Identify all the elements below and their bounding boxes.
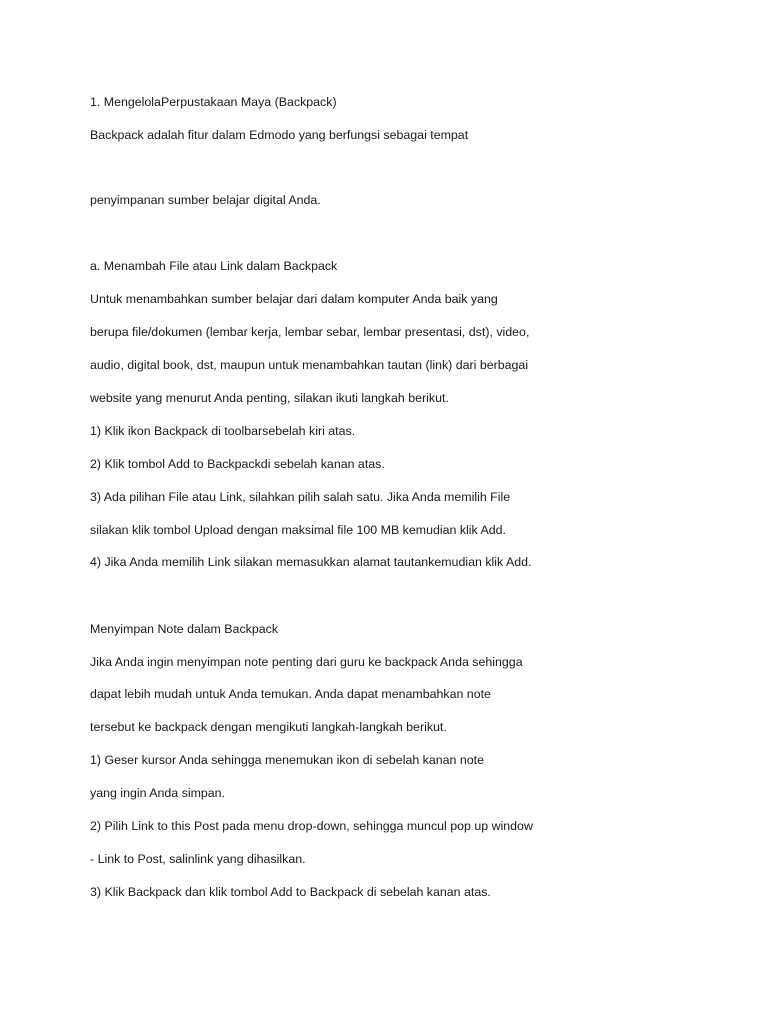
subsection-heading: Menyimpan Note dalam Backpack	[90, 622, 279, 636]
step-item: 3) Klik Backpack dan klik tombol Add to Backpack di sebelah kanan atas.	[90, 885, 491, 899]
step-item: 2) Pilih Link to this Post pada menu drop-down, sehingga muncul pop up window	[90, 819, 533, 833]
paragraph-line: audio, digital book, dst, maupun untuk menambahkan tautan (link) dari berbagai	[90, 358, 529, 372]
step-item: 2) Klik tombol Add to Backpackdi sebelah kanan atas.	[90, 457, 385, 471]
step-item: silakan klik tombol Upload dengan maksimal file 100 MB kemudian klik Add.	[90, 523, 506, 537]
paragraph-line: tersebut ke backpack dengan mengikuti langkah-langkah berikut.	[90, 720, 447, 734]
paragraph-line: Jika Anda ingin menyimpan note penting dari guru ke backpack Anda sehingga	[90, 655, 523, 669]
subsection-heading: a. Menambah File atau Link dalam Backpack	[90, 259, 338, 273]
paragraph-line: penyimpanan sumber belajar digital Anda.	[90, 193, 321, 207]
paragraph-line: dapat lebih mudah untuk Anda temukan. Anda dapat menambahkan note	[90, 687, 491, 701]
section-heading: 1. MengelolaPerpustakaan Maya (Backpack)	[90, 95, 337, 109]
step-item: 4) Jika Anda memilih Link silakan memasukkan alamat tautankemudian klik Add.	[90, 555, 532, 569]
step-item: - Link to Post, salinlink yang dihasilkan.	[90, 852, 306, 866]
step-item: 3) Ada pilihan File atau Link, silahkan pilih salah satu. Jika Anda memilih File	[90, 490, 511, 504]
step-item: yang ingin Anda simpan.	[90, 786, 226, 800]
paragraph-line: berupa file/dokumen (lembar kerja, lembar sebar, lembar presentasi, dst), video,	[90, 325, 530, 339]
step-item: 1) Klik ikon Backpack di toolbarsebelah kiri atas.	[90, 424, 356, 438]
paragraph-line: website yang menurut Anda penting, silakan ikuti langkah berikut.	[90, 391, 449, 405]
paragraph-line: Backpack adalah fitur dalam Edmodo yang berfungsi sebagai tempat	[90, 128, 469, 142]
step-item: 1) Geser kursor Anda sehingga menemukan ikon di sebelah kanan note	[90, 753, 484, 767]
paragraph-line: Untuk menambahkan sumber belajar dari dalam komputer Anda baik yang	[90, 292, 498, 306]
